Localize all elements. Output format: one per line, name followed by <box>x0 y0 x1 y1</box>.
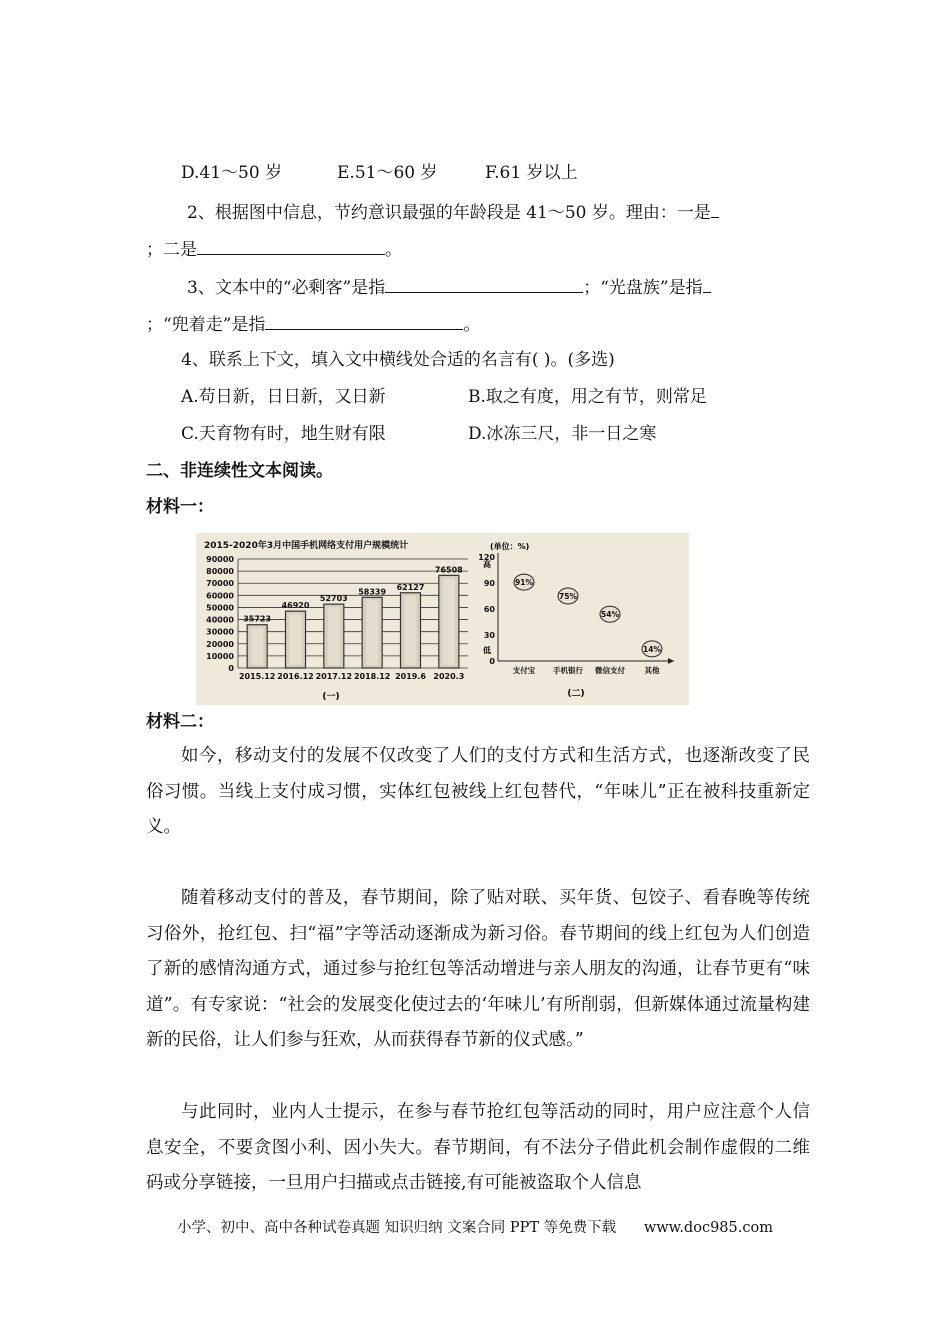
bar-ytick-label: 90000 <box>206 555 234 564</box>
q3-text-a: 3、文本中的“必剩客”是指 <box>187 278 386 298</box>
bar-xtick-label: 2019.6 <box>395 672 426 681</box>
q2-line2 <box>146 238 402 260</box>
q3-text-c: ；“兜着走”是指 <box>146 315 266 335</box>
scatter-point-label: 75% <box>559 592 577 601</box>
q3-text-b: ；“光盘族”是指 <box>583 278 703 298</box>
q2-text-c: 。 <box>385 240 402 260</box>
chart-figure <box>196 533 689 705</box>
footer-url[interactable]: www.doc985.com <box>643 1220 773 1236</box>
q2-blank-2[interactable] <box>197 238 385 255</box>
q2-line1 <box>187 201 719 223</box>
q2-blank-1[interactable] <box>711 201 719 218</box>
q3-blank-3[interactable] <box>265 313 463 330</box>
scatter-xtick-label: 手机银行 <box>553 666 583 675</box>
bar-ytick-label: 80000 <box>206 567 234 577</box>
q4-option-c: C.天育物有时，地生财有限 <box>181 424 386 444</box>
bar-ytick-label: 70000 <box>206 579 234 589</box>
q4-option-d: D.冰冻三尺，非一日之寒 <box>468 424 657 444</box>
scatter-chart-caption: (二) <box>567 689 585 699</box>
q1-option-d: D.41～50 岁 <box>181 163 283 183</box>
bar-value-label: 46920 <box>281 601 310 611</box>
bar-chart-yticks <box>206 555 234 673</box>
bar-inner <box>366 600 378 665</box>
bar-xtick-label: 2017.12 <box>315 672 353 681</box>
material1-label: 材料一： <box>146 497 214 517</box>
bar-value-label: 52703 <box>319 594 348 604</box>
bar-chart-caption: (一) <box>322 692 340 702</box>
q4-option-b: B.取之有度，用之有节，则常足 <box>468 387 707 407</box>
bar-chart-grid <box>238 559 468 668</box>
q4-prompt: 4、联系上下文，填入文中横线处合适的名言有( )。(多选) <box>181 350 615 370</box>
scatter-xtick-label: 其他 <box>644 666 660 675</box>
scatter-point-label: 91% <box>515 578 533 588</box>
paragraph-3: 与此同时，业内人士提示，在参与春节抢红包等活动的同时，用户应注意个人信息安全，不要贪图小利、因小失大。春节期间，有不法分子借此机会制作虚假的二维码或分享链接，一旦用户扫描或点击链接,有可能被盗取个人信息 <box>146 1102 810 1193</box>
q2-text-b: ；二是 <box>146 240 197 260</box>
bar-ytick-label: 0 <box>228 664 234 673</box>
bar-chart-value-labels <box>243 565 463 623</box>
bar-inner <box>443 578 455 665</box>
q1-option-e: E.51～60 岁 <box>337 163 438 183</box>
scatter-xtick-label: 微信支付 <box>595 666 625 675</box>
bar-ytick-label: 30000 <box>206 627 234 637</box>
scatter-ylabel-low: 低 <box>483 646 491 655</box>
bar-ytick-label: 60000 <box>206 591 234 601</box>
bar-inner <box>290 614 302 665</box>
scatter-ytick-label: 90 <box>483 579 495 588</box>
page-footer <box>0 1216 950 1237</box>
q3-blank-2[interactable] <box>703 276 711 293</box>
bar-ytick-label: 20000 <box>206 639 234 649</box>
q3-line2 <box>146 313 480 335</box>
bar-chart-xticks <box>239 672 464 681</box>
scatter-ytick-label: 60 <box>483 605 495 614</box>
q3-blank-1[interactable] <box>385 276 583 293</box>
section-title: 二、非连续性文本阅读。 <box>146 461 333 481</box>
scatter-ytick-label: 0 <box>489 657 495 666</box>
bar-xtick-label: 2016.12 <box>277 672 314 681</box>
bar-value-label: 62127 <box>396 582 425 592</box>
bar-chart-bars <box>247 575 459 668</box>
scatter-xticks <box>513 665 660 675</box>
bar-ytick-label: 50000 <box>206 603 234 613</box>
q2-text: 2、根据图中信息，节约意识最强的年龄段是 41～50 岁。理由：一是 <box>187 203 711 223</box>
bar-ytick-label: 40000 <box>206 615 234 625</box>
bar-ytick-label: 10000 <box>206 651 234 661</box>
bar-xtick-label: 2015.12 <box>238 672 276 681</box>
q1-option-f: F.61 岁以上 <box>485 163 578 183</box>
footer-text: 小学、初中、高中各种试卷真题 知识归纳 文案合同 PPT 等免费下载 <box>177 1220 617 1236</box>
material2-label: 材料二： <box>146 712 214 732</box>
bar-inner <box>251 628 263 665</box>
bar-inner <box>405 596 417 665</box>
q3-line1 <box>187 276 711 298</box>
bar-value-label: 35723 <box>243 614 272 624</box>
bar-xtick-label: 2020.3 <box>433 672 465 681</box>
scatter-xaxis-arrow <box>668 658 674 664</box>
bar-xtick-label: 2018.12 <box>353 672 391 681</box>
bar-inner <box>328 607 340 665</box>
scatter-unit-label: (单位：%) <box>490 542 530 551</box>
bar-chart-title: 2015-2020年3月中国手机网络支付用户规模统计 <box>204 541 409 551</box>
scatter-ytick-label: 120 <box>478 553 495 562</box>
scatter-point-label: 14% <box>643 644 661 654</box>
paragraph-2: 随着移动支付的普及，春节期间，除了贴对联、买年货、包饺子、看春晚等传统习俗外，抢红包、扫“福”字等活动逐渐成为新习俗。春节期间的线上红包为人们创造了新的感情沟通方式，通过参与抢红包等活动增进与亲人朋友的沟通，让春节更有“味道”。有专家说：“社会的发展变化使过去的‘年味儿’有所削弱，但新媒体通过流量构建新的民俗，让人们参与狂欢，从而获得春节新的仪式感。” <box>146 888 810 1050</box>
scatter-point-label: 54% <box>601 610 619 620</box>
scatter-points <box>514 574 662 657</box>
bar-value-label: 76508 <box>434 565 463 575</box>
paragraph-1: 如今，移动支付的发展不仅改变了人们的支付方式和生活方式，也逐渐改变了民俗习惯。当线上支付成习惯，实体红包被线上红包替代，“年味儿”正在被科技重新定义。 <box>146 746 810 837</box>
charts-svg <box>196 533 689 705</box>
q4-option-a: A.苟日新，日日新，又日新 <box>181 387 386 407</box>
scatter-ytick-label: 30 <box>483 631 495 640</box>
q3-text-d: 。 <box>463 315 481 335</box>
bar-value-label: 58339 <box>358 587 387 597</box>
scatter-xtick-label: 支付宝 <box>512 666 536 675</box>
scatter-ylabel-high: 高 <box>483 560 491 569</box>
